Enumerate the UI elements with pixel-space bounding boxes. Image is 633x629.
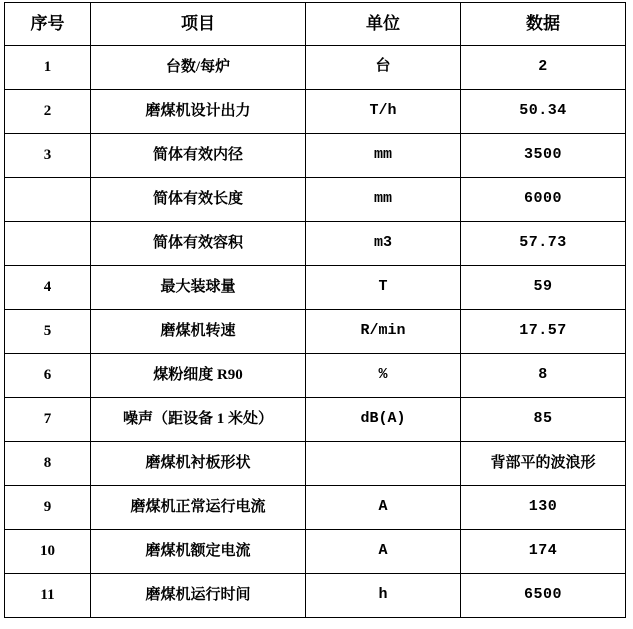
cell-item: 简体有效长度 [91,178,306,222]
cell-no: 4 [5,266,91,310]
cell-item: 简体有效容积 [91,222,306,266]
cell-no: 7 [5,398,91,442]
cell-value: 57.73 [461,222,626,266]
table-row [5,486,626,530]
cell-no: 9 [5,486,91,530]
cell-unit: h [306,574,461,618]
cell-item: 简体有效内径 [91,134,306,178]
document-page [0,2,633,629]
cell-unit: 台 [306,46,461,90]
cell-value: 背部平的波浪形 [461,442,626,486]
cell-no: 2 [5,90,91,134]
cell-unit: T/h [306,90,461,134]
cell-value: 85 [461,398,626,442]
cell-item: 磨煤机衬板形状 [91,442,306,486]
cell-value: 130 [461,486,626,530]
cell-unit: m3 [306,222,461,266]
cell-no: 8 [5,442,91,486]
cell-value: 3500 [461,134,626,178]
table-row [5,134,626,178]
column-header-data: 数据 [461,3,626,46]
column-header-no: 序号 [5,3,91,46]
cell-value: 8 [461,354,626,398]
cell-no: 11 [5,574,91,618]
cell-value: 50.34 [461,90,626,134]
cell-item: 磨煤机运行时间 [91,574,306,618]
table-row [5,310,626,354]
cell-no: 3 [5,134,91,178]
cell-unit: A [306,486,461,530]
cell-unit: A [306,530,461,574]
table-row [5,530,626,574]
cell-no [5,222,91,266]
cell-unit: R/min [306,310,461,354]
cell-item: 噪声（距设备 1 米处） [91,398,306,442]
cell-item: 磨煤机转速 [91,310,306,354]
cell-unit: T [306,266,461,310]
cell-item: 磨煤机正常运行电流 [91,486,306,530]
column-header-unit: 单位 [306,3,461,46]
cell-no: 1 [5,46,91,90]
cell-no: 6 [5,354,91,398]
table-row [5,90,626,134]
cell-item: 磨煤机设计出力 [91,90,306,134]
table-row [5,442,626,486]
table-row [5,178,626,222]
column-header-item: 项目 [91,3,306,46]
table-row [5,574,626,618]
table-row [5,222,626,266]
cell-value: 6500 [461,574,626,618]
cell-value: 2 [461,46,626,90]
cell-value: 6000 [461,178,626,222]
cell-value: 174 [461,530,626,574]
table-body [5,46,626,618]
table-row [5,46,626,90]
cell-no [5,178,91,222]
cell-unit: % [306,354,461,398]
cell-no: 10 [5,530,91,574]
cell-item: 煤粉细度 R90 [91,354,306,398]
cell-unit: mm [306,134,461,178]
table-row [5,266,626,310]
table-row [5,354,626,398]
cell-item: 台数/每炉 [91,46,306,90]
cell-value: 17.57 [461,310,626,354]
cell-unit: mm [306,178,461,222]
cell-unit: dB(A) [306,398,461,442]
table-row [5,398,626,442]
cell-no: 5 [5,310,91,354]
specification-table [4,2,626,618]
cell-item: 最大装球量 [91,266,306,310]
cell-item: 磨煤机额定电流 [91,530,306,574]
cell-unit [306,442,461,486]
table-header [5,3,626,46]
table-header-row [5,3,626,46]
cell-value: 59 [461,266,626,310]
